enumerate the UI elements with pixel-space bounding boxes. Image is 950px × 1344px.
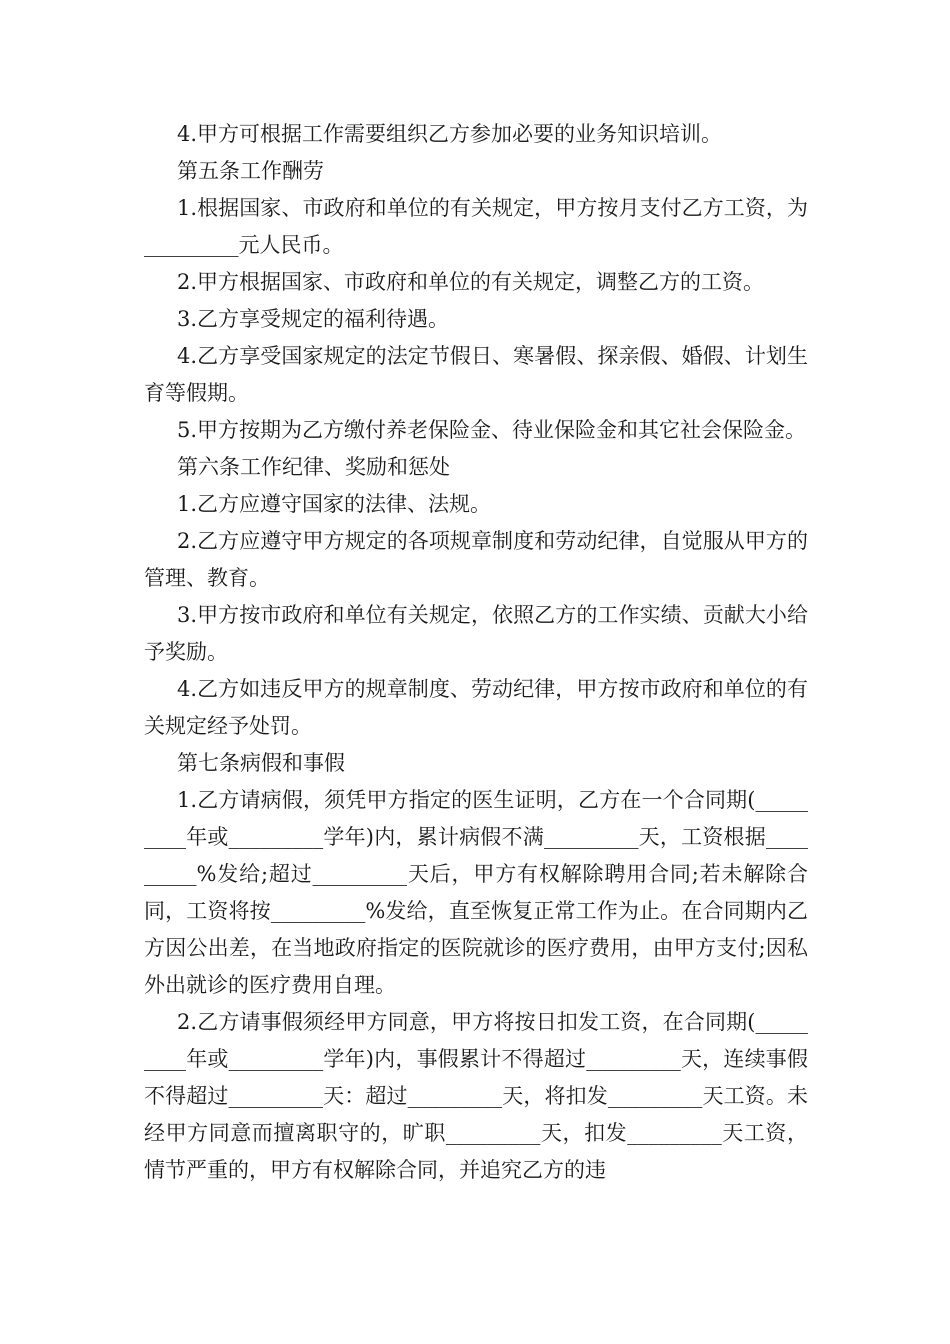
heading-article-6: 第六条工作纪律、奖励和惩处 (177, 455, 450, 479)
paragraph-penalties: 4.乙方如违反甲方的规章制度、劳动纪律，甲方按市政府和单位的有关规定经予处罚。 (144, 677, 808, 738)
heading-article-5: 第五条工作酬劳 (177, 159, 324, 183)
paragraph-rules: 2.乙方应遵守甲方规定的各项规章制度和劳动纪律，自觉服从甲方的管理、教育。 (144, 529, 808, 590)
paragraph-rewards: 3.甲方按市政府和单位有关规定，依照乙方的工作实绩、贡献大小给予奖励。 (144, 603, 808, 664)
document-body (144, 116, 808, 1189)
paragraph-benefits: 3.乙方享受规定的福利待遇。 (177, 307, 450, 331)
paragraph-sick-leave: 1.乙方请病假，须凭甲方指定的医生证明，乙方在一个合同期(_________年或_________学年)内，累计病假不满_________天，工资根据_________%发给;超过_________天后，甲方有权解除聘用合同;若未解除合同，工资将按_________%发给，直至恢复正常工作为止。在合同期内乙方因公出差，在当地政府指定的医院就诊的医疗费用，由甲方支付;因私外出就诊的医疗费用自理。 (144, 788, 808, 997)
paragraph-training: 4.甲方可根据工作需要组织乙方参加必要的业务知识培训。 (177, 122, 723, 146)
paragraph-salary-adjust: 2.甲方根据国家、市政府和单位的有关规定，调整乙方的工资。 (177, 270, 765, 294)
paragraph-personal-leave: 2.乙方请事假须经甲方同意，甲方将按日扣发工资，在合同期(_________年或_________学年)内，事假累计不得超过_________天，连续事假不得超过_________天：超过_________天，将扣发_________天工资。未经甲方同意而擅离职守的，旷职_________天，扣发_________天工资，情节严重的，甲方有权解除合同，并追究乙方的违 (144, 1010, 808, 1182)
paragraph-law: 1.乙方应遵守国家的法律、法规。 (177, 492, 492, 516)
heading-article-7: 第七条病假和事假 (177, 751, 345, 775)
paragraph-salary: 1.根据国家、市政府和单位的有关规定，甲方按月支付乙方工资，为_________元人民币。 (144, 196, 808, 257)
paragraph-holidays: 4.乙方享受国家规定的法定节假日、寒暑假、探亲假、婚假、计划生育等假期。 (144, 344, 808, 405)
paragraph-insurance: 5.甲方按期为乙方缴付养老保险金、待业保险金和其它社会保险金。 (177, 418, 807, 442)
